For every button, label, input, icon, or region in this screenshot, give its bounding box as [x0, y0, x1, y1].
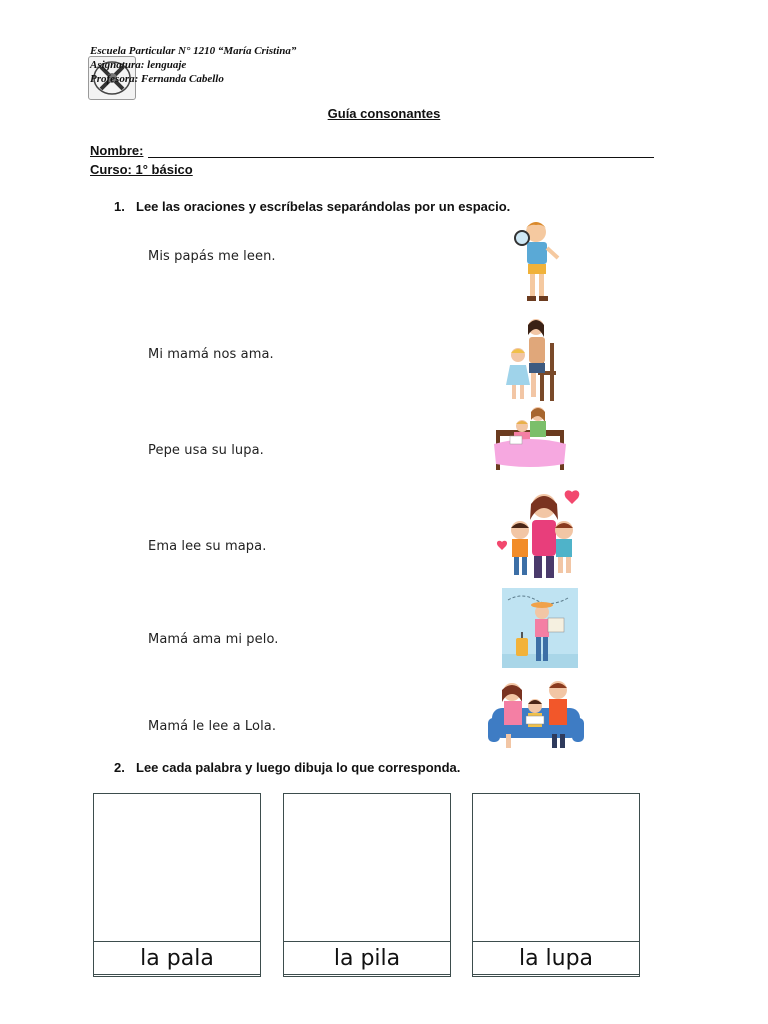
question-1 [114, 199, 510, 214]
course-label: Curso: 1° básico [90, 162, 193, 177]
sentence-1: Mis papás me leen. [148, 249, 276, 264]
mother-reading-in-bed-illustration [492, 404, 568, 472]
boy-with-magnifier-illustration [508, 218, 562, 304]
sentence-3: Pepe usa su lupa. [148, 443, 264, 458]
sentence-5: Mamá ama mi pelo. [148, 632, 279, 647]
family-reading-on-sofa-illustration [488, 678, 584, 752]
subject-line: Asignatura: lenguaje [90, 59, 187, 71]
traveler-with-map-illustration [502, 588, 578, 668]
word-label-2: la pila [283, 941, 451, 977]
school-name: Escuela Particular N° 1210 “María Cristina” [90, 45, 297, 57]
name-label: Nombre: [90, 143, 144, 158]
teacher-line: Profesora: Fernanda Cabello [90, 73, 224, 85]
sentence-4: Ema lee su mapa. [148, 539, 267, 554]
sentence-2: Mi mamá nos ama. [148, 347, 274, 362]
question-2-number: 2. [114, 760, 125, 775]
word-label-1: la pala [93, 941, 261, 977]
question-1-text: Lee las oraciones y escríbelas separándolas por un espacio. [136, 199, 511, 214]
question-1-number: 1. [114, 199, 125, 214]
question-2-text: Lee cada palabra y luego dibuja lo que corresponda. [136, 760, 461, 775]
question-2 [114, 760, 460, 775]
name-answer-line[interactable] [148, 157, 654, 158]
word-label-3: la lupa [472, 941, 640, 977]
mother-hugging-kids-illustration [494, 486, 582, 582]
page-title: Guía consonantes [327, 106, 441, 121]
mother-combing-girl-illustration [500, 315, 560, 403]
sentence-6: Mamá le lee a Lola. [148, 719, 277, 734]
